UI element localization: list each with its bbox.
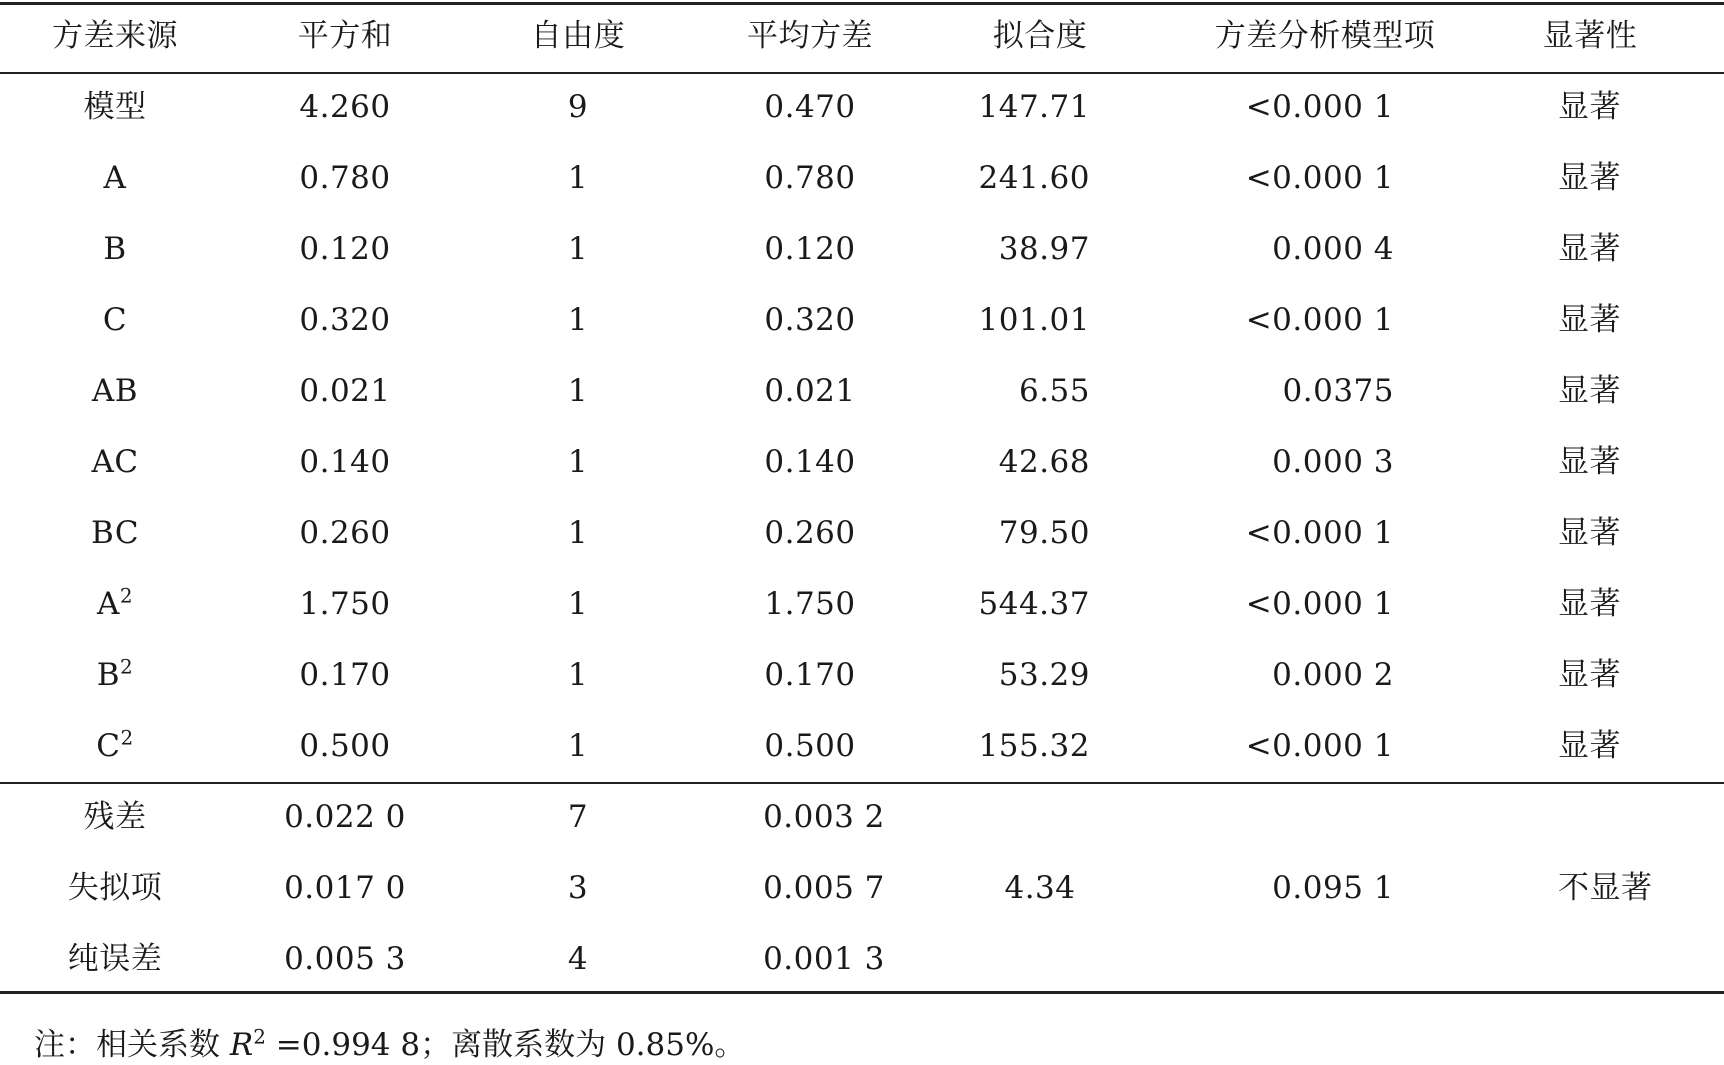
table-note xyxy=(34,1025,745,1065)
cell-ss: 0.140 xyxy=(299,444,391,480)
cell-ss: 1.750 xyxy=(299,586,391,622)
cell-ss: 0.022 0 xyxy=(284,799,406,835)
cell-p: <0.000 1 xyxy=(1245,728,1394,764)
row-source-text: BC xyxy=(90,515,140,551)
row-source-sup: 2 xyxy=(120,725,134,750)
row-source xyxy=(91,442,138,482)
column-header: 平均方差 xyxy=(747,18,873,54)
cell-df: 1 xyxy=(567,160,589,196)
cell-df: 4 xyxy=(567,941,589,977)
cell-sig: 不显著 xyxy=(1558,870,1653,906)
row-source xyxy=(97,655,134,695)
row-source: 残差 xyxy=(83,799,147,835)
cell-p: <0.000 1 xyxy=(1245,515,1394,551)
cell-f: 101.01 xyxy=(978,302,1090,338)
cell-ss: 0.017 0 xyxy=(284,870,406,906)
row-source xyxy=(91,513,139,553)
column-header: 方差来源 xyxy=(52,18,178,54)
cell-df: 1 xyxy=(567,444,589,480)
row-source-sup: 2 xyxy=(119,583,134,608)
cell-p: <0.000 1 xyxy=(1245,302,1394,338)
table-top-rule xyxy=(0,2,1724,5)
row-source-text: C xyxy=(102,302,128,338)
cell-df: 1 xyxy=(567,302,589,338)
cell-df: 1 xyxy=(567,728,589,764)
row-source xyxy=(96,726,133,766)
note-r-symbol: R xyxy=(229,1027,254,1063)
cell-ss: 0.005 3 xyxy=(284,941,406,977)
row-source xyxy=(92,371,138,411)
cell-df: 7 xyxy=(567,799,589,835)
cell-ms: 0.001 3 xyxy=(763,941,885,977)
column-header: 显著性 xyxy=(1542,18,1638,54)
cell-ms: 0.500 xyxy=(764,728,856,764)
cell-ms: 0.470 xyxy=(764,89,856,125)
cell-df: 1 xyxy=(567,586,589,622)
row-source-sup: 2 xyxy=(120,654,134,679)
cell-f: 79.50 xyxy=(998,515,1090,551)
cell-sig: 显著 xyxy=(1558,160,1621,196)
row-source xyxy=(104,158,127,198)
cell-ss: 0.120 xyxy=(299,231,391,267)
cell-sig: 显著 xyxy=(1558,657,1621,693)
cell-ss: 4.260 xyxy=(299,89,391,125)
cell-sig: 显著 xyxy=(1558,515,1621,551)
cell-ms: 0.120 xyxy=(764,231,856,267)
column-header: 平方和 xyxy=(297,18,393,54)
cell-ss: 0.320 xyxy=(299,302,391,338)
note-r-sup: 2 xyxy=(253,1024,266,1049)
note-suffix: =0.994 8；离散系数为 0.85%。 xyxy=(265,1027,746,1063)
row-source-text: A xyxy=(96,586,120,622)
cell-ss: 0.260 xyxy=(299,515,391,551)
row-source-text: 模型 xyxy=(83,89,147,125)
cell-f: 38.97 xyxy=(998,231,1090,267)
cell-sig: 显著 xyxy=(1558,373,1621,409)
row-source xyxy=(84,87,147,127)
cell-p: 0.095 1 xyxy=(1272,870,1394,906)
row-source-text: C xyxy=(96,728,121,764)
row-source xyxy=(97,584,133,624)
row-source-text: B xyxy=(103,231,127,267)
row-source xyxy=(103,300,127,340)
cell-sig: 显著 xyxy=(1558,231,1621,267)
cell-sig: 显著 xyxy=(1558,89,1621,125)
cell-ms: 0.140 xyxy=(764,444,856,480)
row-source-text: AB xyxy=(91,373,139,409)
cell-df: 1 xyxy=(567,373,589,409)
cell-p: <0.000 1 xyxy=(1245,89,1394,125)
cell-ms: 0.260 xyxy=(764,515,856,551)
cell-sig: 显著 xyxy=(1558,302,1621,338)
note-prefix: 注：相关系数 xyxy=(34,1027,230,1063)
cell-f: 147.71 xyxy=(978,89,1090,125)
column-header: 拟合度 xyxy=(992,18,1088,54)
row-source: 纯误差 xyxy=(67,941,163,977)
column-header: 方差分析模型项 xyxy=(1214,18,1436,54)
cell-f: 4.34 xyxy=(1004,870,1076,906)
cell-ss: 0.780 xyxy=(299,160,391,196)
cell-ms: 0.003 2 xyxy=(763,799,885,835)
row-source xyxy=(103,229,126,269)
cell-df: 1 xyxy=(567,231,589,267)
row-source-text: A xyxy=(103,160,127,196)
cell-f: 42.68 xyxy=(998,444,1090,480)
cell-df: 1 xyxy=(567,515,589,551)
cell-f: 241.60 xyxy=(978,160,1090,196)
cell-f: 53.29 xyxy=(998,657,1090,693)
cell-df: 9 xyxy=(567,89,589,125)
cell-ms: 0.320 xyxy=(764,302,856,338)
cell-ms: 0.021 xyxy=(764,373,856,409)
cell-ms: 0.005 7 xyxy=(763,870,885,906)
cell-p: 0.000 3 xyxy=(1272,444,1394,480)
cell-ss: 0.500 xyxy=(299,728,391,764)
row-source: 失拟项 xyxy=(67,870,163,906)
table-mid-rule xyxy=(0,782,1724,784)
cell-df: 1 xyxy=(567,657,589,693)
cell-ms: 1.750 xyxy=(764,586,856,622)
cell-ss: 0.170 xyxy=(299,657,391,693)
cell-ms: 0.170 xyxy=(764,657,856,693)
cell-p: 0.000 4 xyxy=(1272,231,1394,267)
cell-ms: 0.780 xyxy=(764,160,856,196)
cell-p: <0.000 1 xyxy=(1245,586,1394,622)
cell-ss: 0.021 xyxy=(299,373,391,409)
cell-sig: 显著 xyxy=(1558,444,1621,480)
cell-p: 0.0375 xyxy=(1282,373,1394,409)
cell-p: <0.000 1 xyxy=(1245,160,1394,196)
cell-f: 6.55 xyxy=(1018,373,1090,409)
cell-p: 0.000 2 xyxy=(1272,657,1394,693)
cell-sig: 显著 xyxy=(1558,586,1621,622)
cell-df: 3 xyxy=(567,870,589,906)
row-source-text: B xyxy=(96,657,121,693)
cell-f: 155.32 xyxy=(978,728,1090,764)
table-header-rule xyxy=(0,72,1724,74)
column-header: 自由度 xyxy=(530,18,626,54)
row-source-text: AC xyxy=(91,444,139,480)
table-bottom-rule xyxy=(0,991,1724,994)
cell-f: 544.37 xyxy=(978,586,1090,622)
cell-sig: 显著 xyxy=(1558,728,1621,764)
